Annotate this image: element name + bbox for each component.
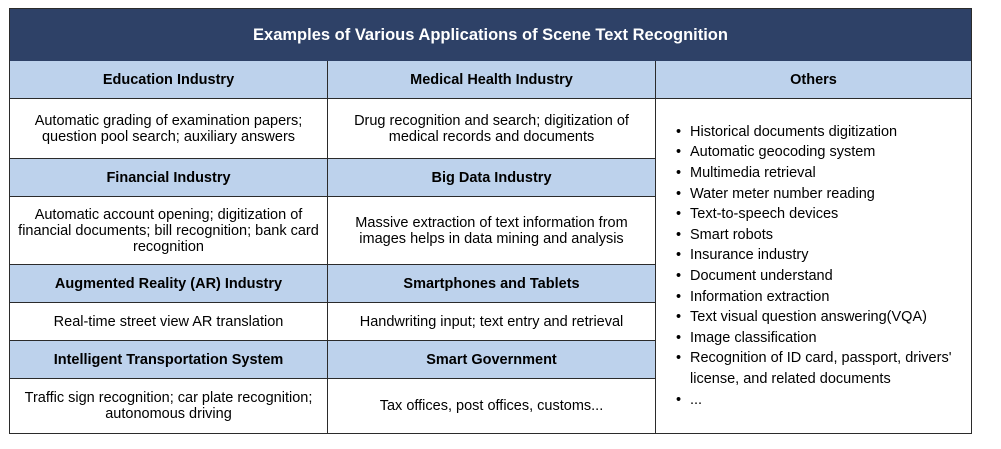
others-list-item <box>676 245 971 266</box>
bullet-icon: • <box>676 268 682 284</box>
others-item-text: Text-to-speech devices <box>690 206 839 223</box>
body-government: Tax offices, post offices, customs... <box>328 379 656 433</box>
applications-table <box>9 8 972 434</box>
others-list-item <box>676 204 971 225</box>
body-financial: Automatic account opening; digitization of financial documents; bill recognition; bank card recognition <box>10 197 328 265</box>
header-smartphones: Smartphones and Tablets <box>328 265 656 303</box>
header-financial: Financial Industry <box>10 159 328 197</box>
header-bigdata: Big Data Industry <box>328 159 656 197</box>
bullet-icon: • <box>676 226 682 243</box>
others-item-text: Automatic geocoding system <box>690 144 876 161</box>
header-education: Education Industry <box>10 61 328 99</box>
bullet-icon: • <box>676 165 682 182</box>
header-transport: Intelligent Transportation System <box>10 341 328 379</box>
bullet-icon: • <box>676 329 682 346</box>
others-list-item <box>676 266 971 287</box>
body-education: Automatic grading of examination papers; question pool search; auxiliary answers <box>10 99 328 159</box>
others-item-text: Historical documents digitization <box>690 123 898 140</box>
table-title: Examples of Various Applications of Scene Text Recognition <box>10 9 971 61</box>
others-item-text: Insurance industry <box>690 247 809 264</box>
others-item-text: Information extraction <box>690 288 830 305</box>
header-ar: Augmented Reality (AR) Industry <box>10 265 328 303</box>
bullet-icon: • <box>676 391 682 408</box>
others-item-text: Recognition of ID card, passport, drivers' license, and related documents <box>690 350 952 387</box>
others-item-text: ... <box>690 391 703 408</box>
body-transport: Traffic sign recognition; car plate recognition; autonomous driving <box>10 379 328 433</box>
others-list-item <box>676 163 971 184</box>
header-others: Others <box>656 61 971 99</box>
others-list-item <box>676 390 971 411</box>
others-list-item <box>676 184 971 205</box>
others-item-text: Water meter number reading <box>690 185 875 202</box>
others-list-item <box>676 328 971 349</box>
header-medical: Medical Health Industry <box>328 61 656 99</box>
others-list-item <box>676 122 971 143</box>
others-item-text: Multimedia retrieval <box>690 165 816 182</box>
others-item-text: Image classification <box>690 329 817 346</box>
others-list <box>656 122 971 410</box>
body-ar: Real-time street view AR translation <box>10 303 328 341</box>
header-government: Smart Government <box>328 341 656 379</box>
others-body <box>656 99 971 433</box>
others-item-text: Smart robots <box>690 226 773 243</box>
body-smartphones: Handwriting input; text entry and retrieval <box>328 303 656 341</box>
body-medical: Drug recognition and search; digitization of medical records and documents <box>328 99 656 159</box>
table-grid <box>10 61 971 433</box>
bullet-icon: • <box>676 309 682 326</box>
others-list-item <box>676 307 971 328</box>
others-item-text: Document understand <box>690 268 833 284</box>
bullet-icon: • <box>676 288 682 305</box>
bullet-icon: • <box>676 247 682 264</box>
body-bigdata: Massive extraction of text information from images helps in data mining and analysis <box>328 197 656 265</box>
others-list-item <box>676 142 971 163</box>
others-list-item <box>676 348 971 389</box>
bullet-icon: • <box>676 123 682 140</box>
others-list-item <box>676 287 971 308</box>
bullet-icon: • <box>676 185 682 202</box>
others-list-item <box>676 225 971 246</box>
others-item-text: Text visual question answering(VQA) <box>690 309 927 326</box>
bullet-icon: • <box>676 144 682 161</box>
bullet-icon: • <box>676 206 682 223</box>
bullet-icon: • <box>676 350 682 367</box>
